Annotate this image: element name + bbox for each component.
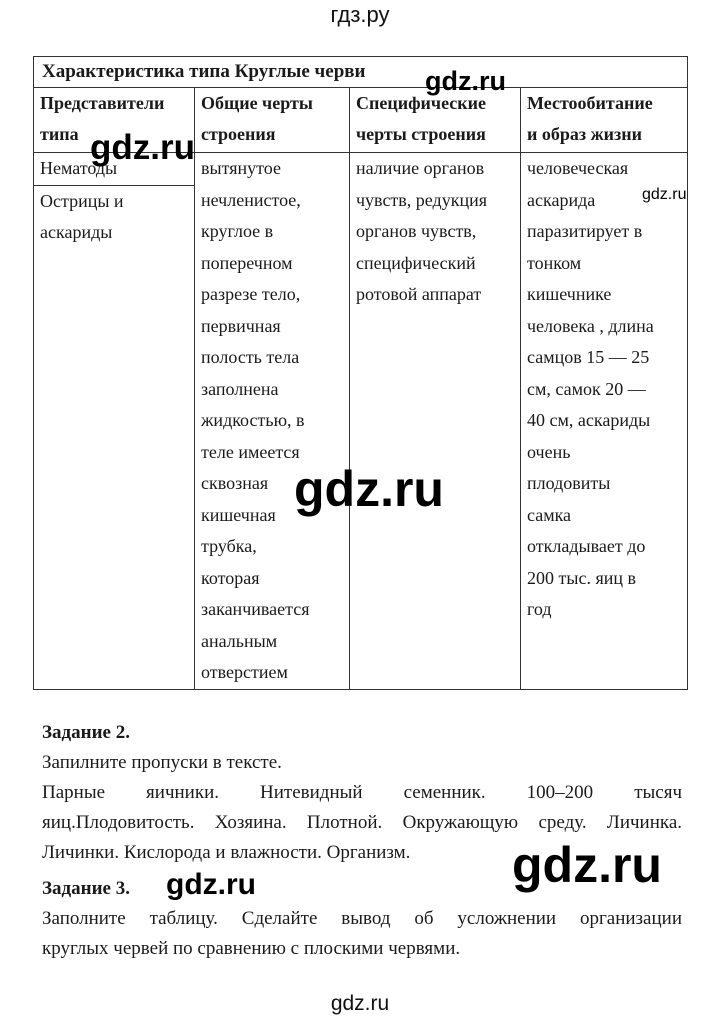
col-header-specific-features [350, 88, 521, 153]
col-header-general-features [195, 88, 350, 153]
col-header-line: типа [40, 124, 79, 144]
cell-text-line: жидкостью, в [201, 410, 305, 430]
cell-text-line: год [527, 599, 552, 619]
col-header-line: и образ жизни [527, 124, 643, 144]
task3-text-line: круглых червей по сравнению с плоскими червями. [42, 938, 461, 959]
cell-text-line: самка [527, 504, 572, 525]
cell-text-line: вытянутое [201, 158, 281, 178]
rep-line: Нематоды [40, 158, 118, 178]
cell-text-line: аскарида [527, 189, 596, 210]
general-features-cell [195, 153, 350, 690]
cell-text-line: кишечнике [527, 284, 612, 304]
col-header-line: Специфические [356, 93, 487, 113]
task2-answer-line: Личинки. Кислорода и влажности. Организм. [42, 842, 411, 863]
task3-text-line: Заполните таблицу. Сделайте вывод об усложнении организации [42, 908, 682, 929]
col-header-line: Местообитание [527, 93, 653, 113]
cell-text-line: откладывает до [527, 536, 646, 556]
watermark: gdz.ru [642, 186, 687, 203]
specific-features-cell [350, 153, 521, 690]
cell-text-line: заканчивается [201, 599, 310, 619]
col-header-line: Представители [40, 93, 165, 113]
watermark: gdz.ru [294, 461, 444, 517]
cell-text-line: человеческая [527, 158, 629, 178]
cell-text-line: тонком [527, 252, 582, 273]
representatives-cell [34, 153, 195, 690]
watermark: gdz.ru [425, 66, 506, 96]
table-title: Характеристика типа Круглые черви [34, 57, 688, 88]
col-header-line: строения [201, 124, 276, 144]
site-footer: gdz.ru [330, 992, 390, 1015]
task2-heading: Задание 2. [42, 722, 130, 743]
cell-text-line: органов чувств, [356, 221, 477, 241]
cell-text-line: сквозная [201, 473, 269, 493]
table-body-row [34, 153, 688, 690]
cell-text-line: анальным [201, 630, 278, 651]
col-header-habitat [521, 88, 688, 153]
cell-text-line: первичная [201, 315, 281, 336]
cell-text-line: см, самок 20 — [527, 378, 646, 399]
cell-text-line: самцов 15 — 25 [527, 347, 650, 367]
task2-answer-line: яиц.Плодовитость. Хозяина. Плотной. Окружающую среду. Личинка. [42, 812, 682, 833]
cell-text-line: отверстием [201, 662, 288, 682]
rep-line: Острицы и [40, 190, 124, 211]
cell-text-line: разрезе тело, [201, 284, 301, 304]
cell-text-line: очень [527, 441, 571, 462]
cell-text-line: паразитирует в [527, 221, 643, 241]
habitat-cell [521, 153, 688, 690]
cell-text-line: заполнена [201, 378, 279, 399]
cell-text-line: нечленистое, [201, 189, 301, 210]
watermark: gdz.ru [166, 868, 256, 901]
cell-text-line: наличие органов [356, 158, 485, 178]
representative-pinworms-ascarids [40, 186, 188, 249]
cell-text-line: 200 тыс. яиц в [527, 567, 636, 588]
cell-text-line: кишечная [201, 504, 276, 525]
cell-text-line: человека , длина [527, 315, 654, 336]
task2-answer-line: Парные яичники. Нитевидный семенник. 100–200 тысяч [42, 782, 682, 803]
cell-text-line: плодовиты [527, 473, 611, 493]
task3-heading: Задание 3. [42, 878, 130, 899]
watermark: gdz.ru [512, 837, 662, 893]
cell-text-line: чувств, редукция [356, 189, 488, 210]
rep-line: аскариды [40, 222, 113, 242]
task2-instruction: Запилните пропуски в тексте. [42, 752, 282, 773]
cell-text-line: специфический [356, 252, 476, 273]
cell-text-line: теле имеется [201, 441, 300, 462]
cell-text-line: поперечном [201, 252, 293, 273]
watermark: gdz.ru [90, 128, 195, 167]
cell-text-line: трубка, [201, 536, 257, 556]
cell-text-line: 40 см, аскариды [527, 410, 651, 430]
site-header: гдз.ру [330, 2, 390, 27]
col-header-line: Общие черты [201, 93, 313, 113]
cell-text-line: полость тела [201, 347, 300, 367]
cell-text-line: круглое в [201, 221, 274, 241]
cell-text-line: которая [201, 567, 260, 588]
col-header-line: черты строения [356, 124, 486, 144]
cell-text-line: ротовой аппарат [356, 284, 482, 304]
